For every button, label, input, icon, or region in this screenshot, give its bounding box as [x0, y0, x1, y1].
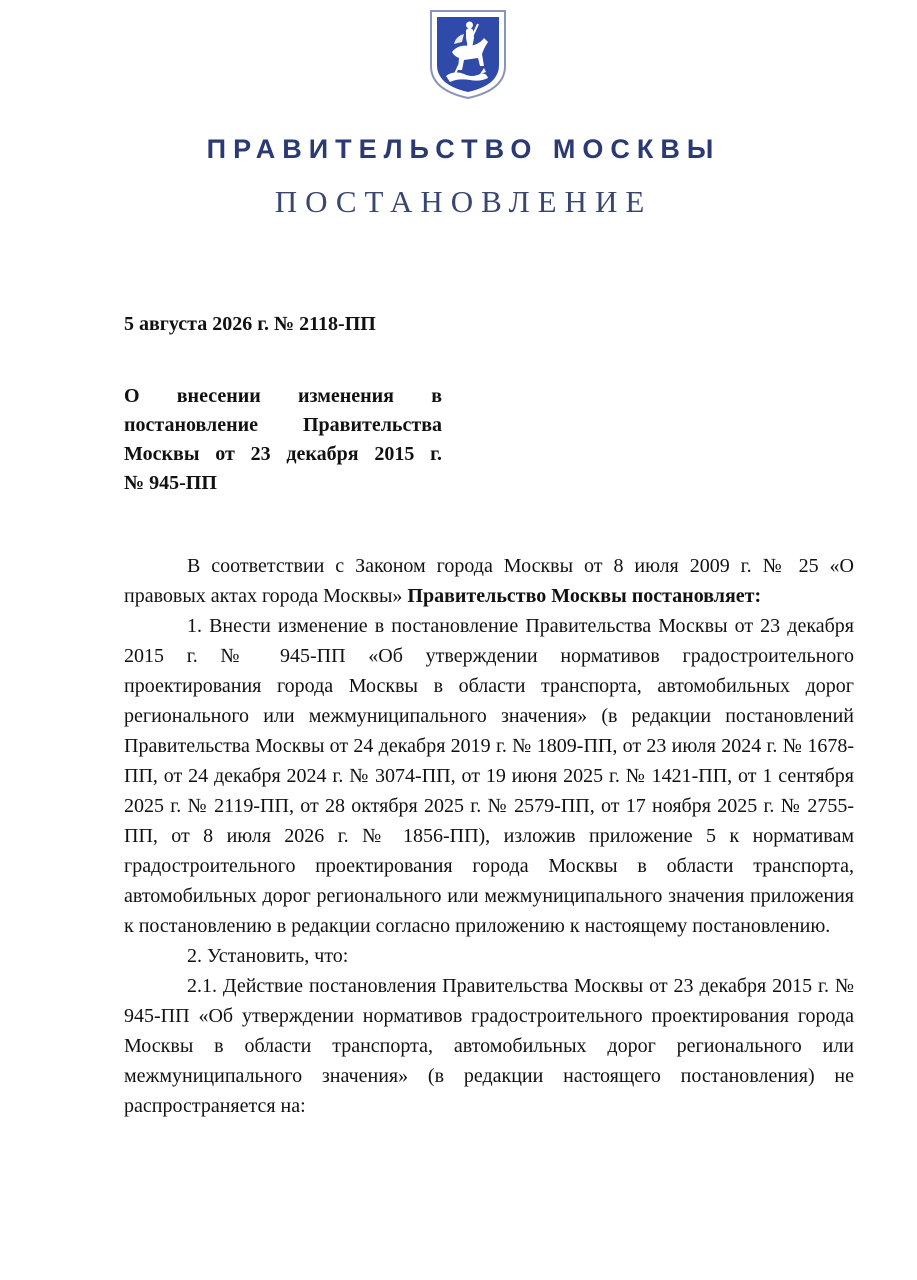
item-2-1-paragraph: 2.1. Действие постановления Правительства Москвы от 23 декабря 2015 г. № 945-ПП «Об утверждении нормативов градостроительного проектирования города Москвы в области транспорта, автомобильных дорог регионального или межмуниципального значения» (в редакции настоящего постановления) не распространяется на: — [124, 975, 854, 1117]
subject-line: О внесении изменения в — [124, 385, 442, 407]
document-subject — [124, 382, 442, 498]
government-title: ПРАВИТЕЛЬСТВО МОСКВЫ — [206, 134, 721, 164]
preamble-paragraph — [124, 551, 854, 611]
item-1-paragraph: 1. Внести изменение в постановление Правительства Москвы от 23 декабря 2015 г. № 945-ПП «Об утверждении нормативов градостроительного проектирования города Москвы в области транспорта, автомобильных дорог регионального или межмуниципального значения» (в редакции постановлений Правительства Москвы от 24 декабря 2019 г. № 1809-ПП, от 23 июля 2024 г. № 1678-ПП, от 24 декабря 2024 г. № 3074-ПП, от 19 июня 2025 г. № 1421-ПП, от 1 сентября 2025 г. № 2119-ПП, от 28 октября 2025 г. № 2579-ПП, от 17 ноября 2025 г. № 2755-ПП, от 8 июля 2026 г. № 1856-ПП), изложив приложение 5 к нормативам градостроительного проектирования города Москвы в области транспорта, автомобильных дорог регионального или межмуниципального значения приложения к постановлению в редакции согласно приложению к настоящему постановлению. — [124, 615, 854, 937]
subject-line: № 945-ПП — [124, 472, 217, 494]
subject-line: постановление Правительства — [124, 414, 442, 436]
preamble-text: В соответствии с Законом города Москвы от 8 июля 2009 г. № 25 «О правовых актах города Москвы» — [124, 555, 854, 607]
document-date-number: 5 августа 2026 г. № 2118-ПП — [124, 313, 376, 335]
subject-line: Москвы от 23 декабря 2015 г. — [124, 443, 442, 465]
document-type: ПОСТАНОВЛЕНИЕ — [274, 184, 653, 219]
item-2-paragraph: 2. Установить, что: — [187, 945, 349, 967]
preamble-resolution: Правительство Москвы постановляет: — [407, 585, 762, 607]
moscow-coat-of-arms-icon — [428, 8, 508, 100]
document-body — [124, 551, 854, 1121]
